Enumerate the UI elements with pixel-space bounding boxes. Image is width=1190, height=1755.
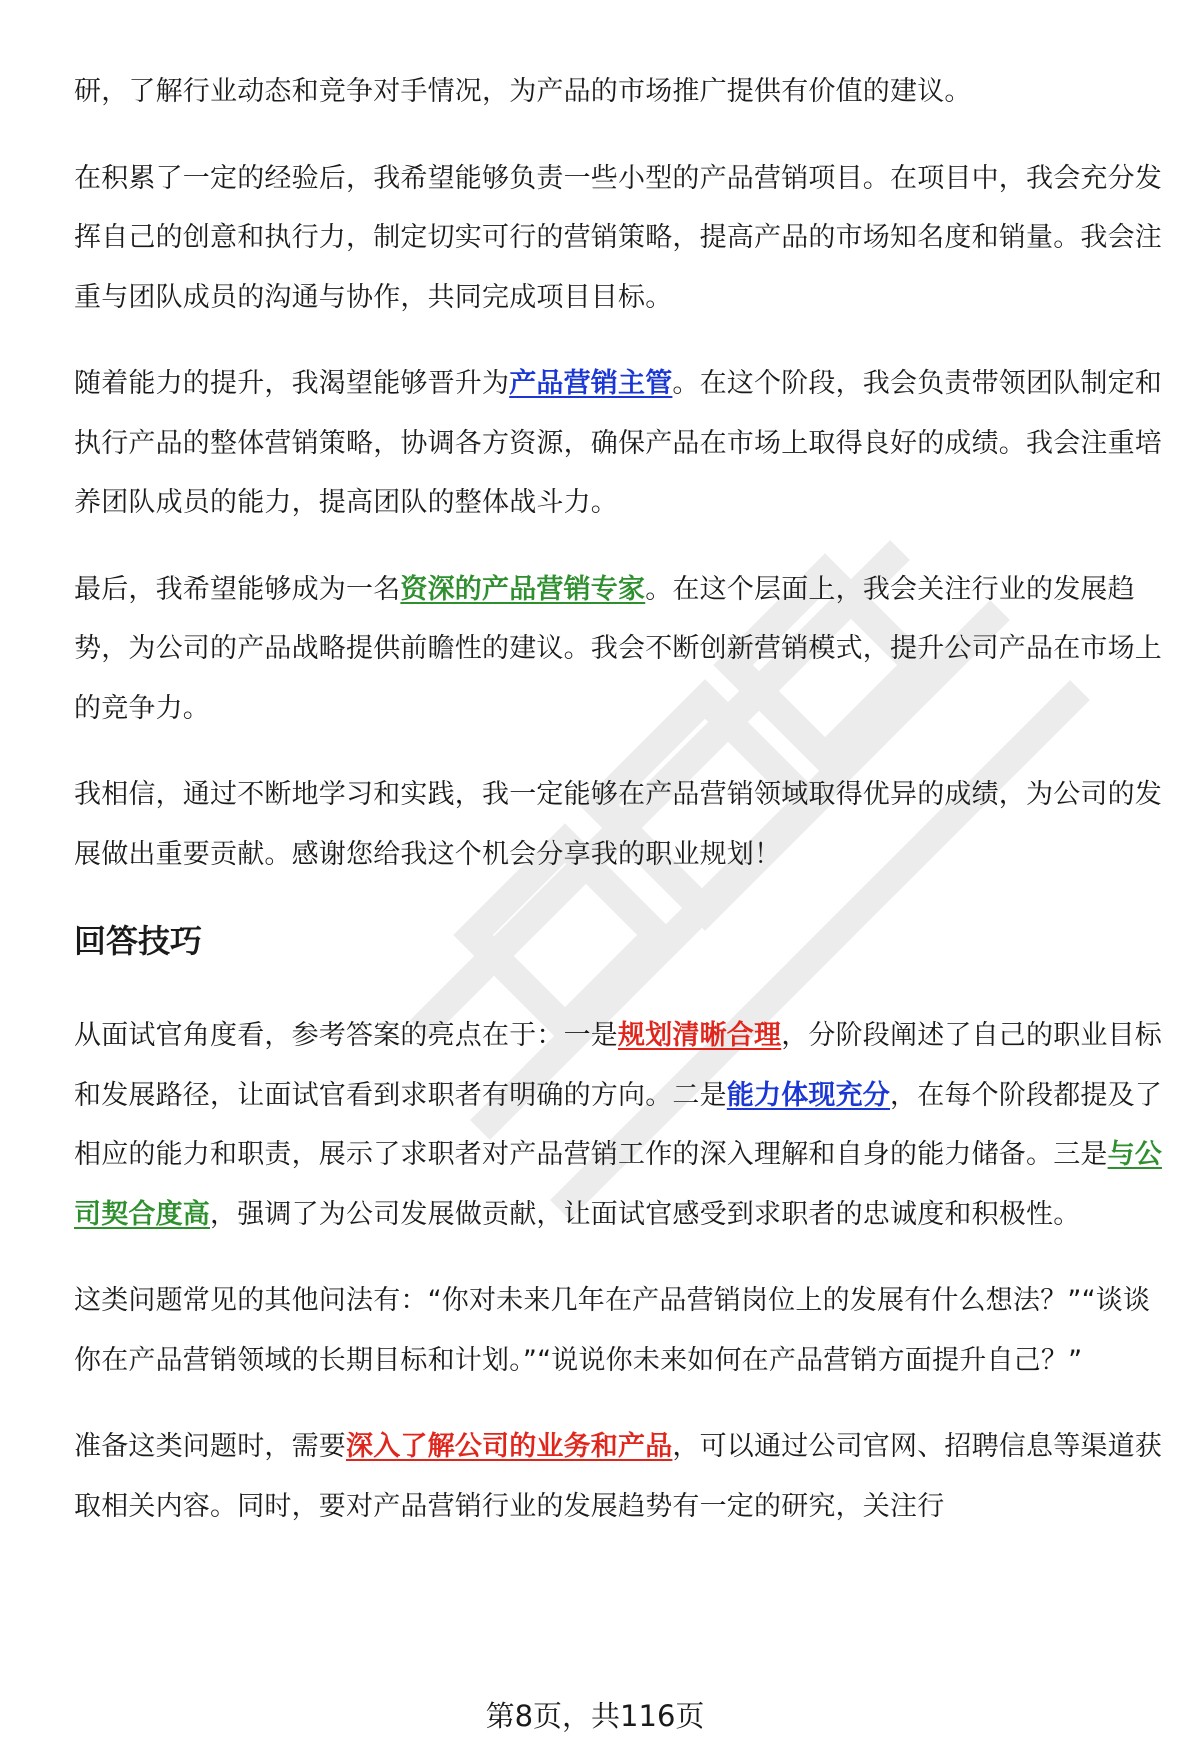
paragraph-8-text-a: 准备这类问题时，需要	[74, 1431, 346, 1462]
paragraph-3	[74, 354, 1174, 533]
highlight-company-fit: 与公司契合度高	[74, 1139, 1163, 1230]
page-number: 第8页，共116页	[485, 1699, 705, 1733]
highlight-product-marketing-supervisor: 产品营销主管	[509, 368, 673, 399]
paragraph-4-text-b: 。在这个层面上，我会关注行业的发展趋势，为公司的产品战略提供前瞻性的建议。我会不断创新营销模式，提升公司产品在市场上的竞争力。	[74, 573, 1162, 724]
paragraph-1: 研，了解行业动态和竞争对手情况，为产品的市场推广提供有价值的建议。	[74, 76, 972, 107]
paragraph-8	[74, 1417, 1174, 1536]
paragraph-3-text-b: 。在这个阶段，我会负责带领团队制定和执行产品的整体营销策略，协调各方资源，确保产品在市场上取得良好的成绩。我会注重培养团队成员的能力，提高团队的整体战斗力。	[74, 368, 1163, 518]
paragraph-2: 在积累了一定的经验后，我希望能够负责一些小型的产品营销项目。在项目中，我会充分发挥自己的创意和执行力，制定切实可行的营销策略，提高产品的市场知名度和销量。我会注重与团队成员的沟通与协作，共同完成项目目标。	[74, 162, 1162, 313]
document-body	[74, 62, 1174, 1563]
paragraph-4-text-a: 最后，我希望能够成为一名	[74, 573, 401, 605]
paragraph-6-text-b: ，分阶段阐述了自己的职业目标和发展路径，让面试官看到求职者有明确的方向。二是	[74, 1020, 1163, 1111]
highlight-understand-company: 深入了解公司的业务和产品	[346, 1431, 673, 1462]
highlight-senior-marketing-expert: 资深的产品营销专家	[400, 573, 646, 605]
paragraph-7: 这类问题常见的其他问法有：“你对未来几年在产品营销岗位上的发展有什么想法？”“谈谈你在产品营销领域的长期目标和计划。”“说说你未来如何在产品营销方面提升自己？”	[74, 1285, 1151, 1376]
paragraph-6-text-c: ，在每个阶段都提及了相应的能力和职责，展示了求职者对产品营销工作的深入理解和自身的能力储备。三是	[74, 1079, 1163, 1170]
paragraph-5: 我相信，通过不断地学习和实践，我一定能够在产品营销领域取得优异的成绩，为公司的发展做出重要贡献。感谢您给我这个机会分享我的职业规划！	[74, 779, 1162, 870]
paragraph-8-text-b: ，可以通过公司官网、招聘信息等渠道获取相关内容。同时，要对产品营销行业的发展趋势有一定的研究，关注行	[74, 1431, 1163, 1522]
paragraph-6-text-a: 从面试官角度看，参考答案的亮点在于：一是	[74, 1020, 618, 1051]
highlight-ability-shown: 能力体现充分	[726, 1079, 891, 1111]
section-heading: 回答技巧	[74, 922, 203, 960]
paragraph-3-text-a: 随着能力的提升，我渴望能够晋升为	[74, 368, 510, 399]
paragraph-6-text-d: ，强调了为公司发展做贡献，让面试官感受到求职者的忠诚度和积极性。	[210, 1198, 1081, 1230]
paragraph-6	[74, 1006, 1174, 1244]
paragraph-4	[74, 560, 1174, 739]
highlight-clear-planning: 规划清晰合理	[618, 1020, 782, 1051]
